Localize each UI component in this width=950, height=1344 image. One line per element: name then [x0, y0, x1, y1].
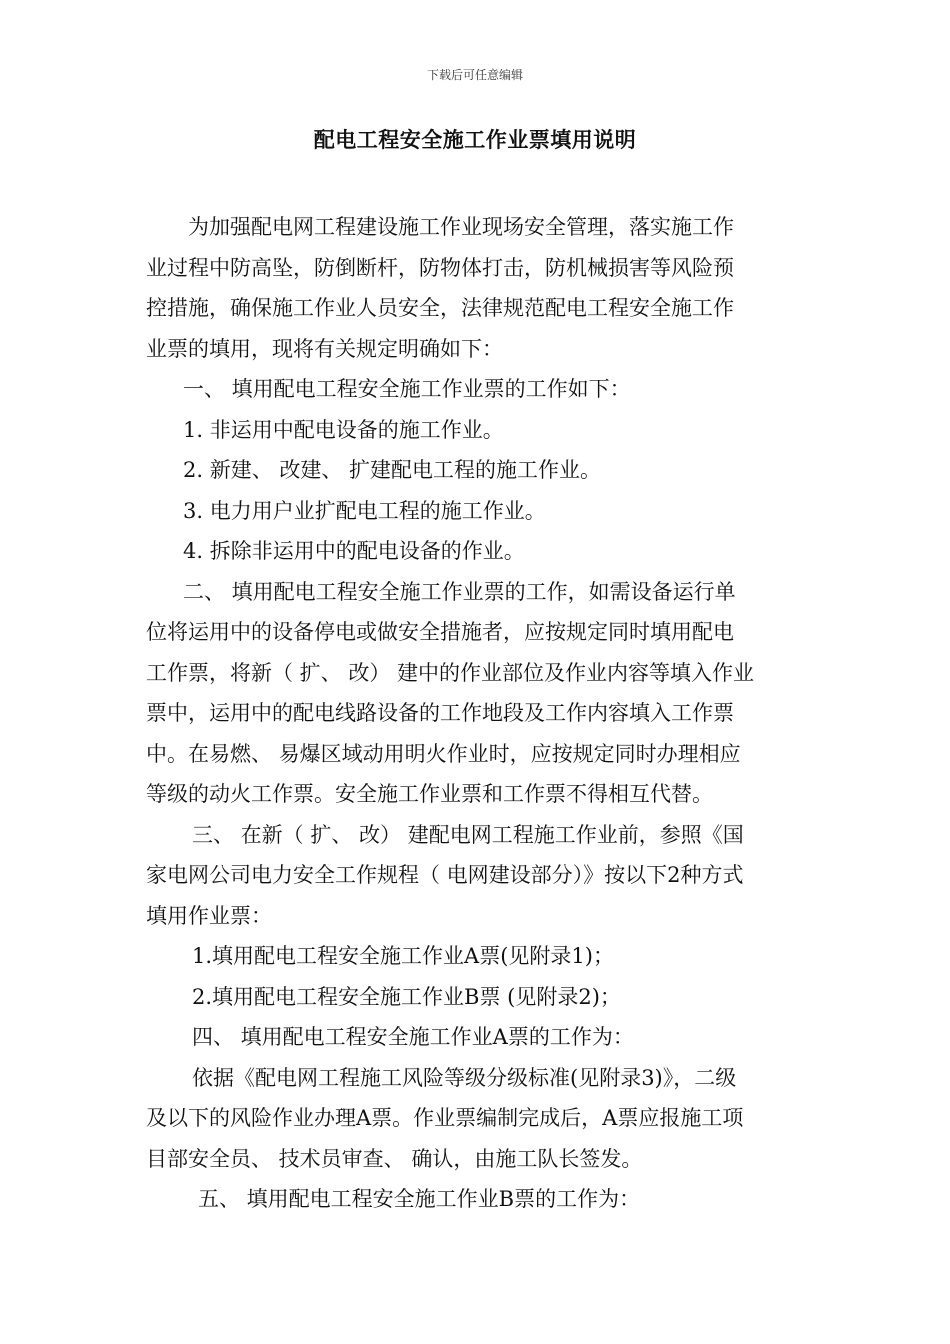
paragraph-line: 等级的动火工作票。安全施工作业票和工作票不得相互代替。 [146, 782, 713, 806]
list-item: 2.填用配电工程安全施工作业B票 (见附录2)； [192, 984, 621, 1009]
list-item: 4. 拆除非运用中的配电设备的作业。 [183, 539, 525, 563]
paragraph-line: 为加强配电网工程建设施工作业现场安全管理，落实施工作 [188, 215, 734, 239]
list-item: 2. 新建、 改建、 扩建配电工程的施工作业。 [183, 458, 602, 482]
paragraph-line: 家电网公司电力安全工作规程（ 电网建设部分）》按以下2种方式 [146, 863, 744, 887]
header-note: 下载后可任意编辑 [426, 68, 523, 82]
paragraph-line: 及以下的风险作业办理A票。作业票编制完成后，A票应报施工项 [146, 1106, 744, 1130]
section-heading-1: 一、 填用配电工程安全施工作业票的工作如下： [183, 377, 631, 401]
paragraph-line: 依据《配电网工程施工风险等级分级标准(见附录3)》，二级 [192, 1065, 737, 1090]
paragraph-line: 控措施，确保施工作业人员安全，法律规范配电工程安全施工作 [146, 296, 734, 320]
section-heading-4: 四、 填用配电工程安全施工作业A票的工作为： [192, 1025, 634, 1049]
paragraph-line: 票中，运用中的配电线路设备的工作地段及工作内容填入工作票 [146, 701, 734, 725]
paragraph-line: 业票的填用，现将有关规定明确如下： [146, 336, 503, 361]
paragraph-line: 填用作业票： [146, 903, 272, 928]
document-body [146, 207, 810, 1220]
section-heading-3: 三、 在新（ 扩、 改） 建配电网工程施工作业前，参照《国 [192, 822, 744, 847]
paragraph-line: 业过程中防高坠，防倒断杆，防物体打击，防机械损害等风险预 [146, 255, 734, 280]
paragraph-line: 位将运用中的设备停电或做安全措施者，应按规定同时填用配电 [146, 620, 734, 644]
paragraph-line: 中。在易燃、 易爆区域动用明火作业时，应按规定同时办理相应 [146, 741, 741, 766]
page-title: 配电工程安全施工作业票填用说明 [313, 127, 637, 152]
section-heading-5: 五、 填用配电工程安全施工作业B票的工作为： [198, 1187, 641, 1211]
list-item: 1. 非运用中配电设备的施工作业。 [183, 417, 504, 442]
list-item: 3. 电力用户业扩配电工程的施工作业。 [183, 498, 546, 523]
list-item: 1.填用配电工程安全施工作业A票(见附录1)； [192, 944, 614, 968]
paragraph-line: 目部安全员、 技术员审查、 确认，由施工队长签发。 [146, 1146, 643, 1171]
section-heading-2: 二、 填用配电工程安全施工作业票的工作，如需设备运行单 [183, 579, 736, 604]
paragraph-line: 工作票，将新（ 扩、 改） 建中的作业部位及作业内容等填入作业 [146, 660, 755, 685]
